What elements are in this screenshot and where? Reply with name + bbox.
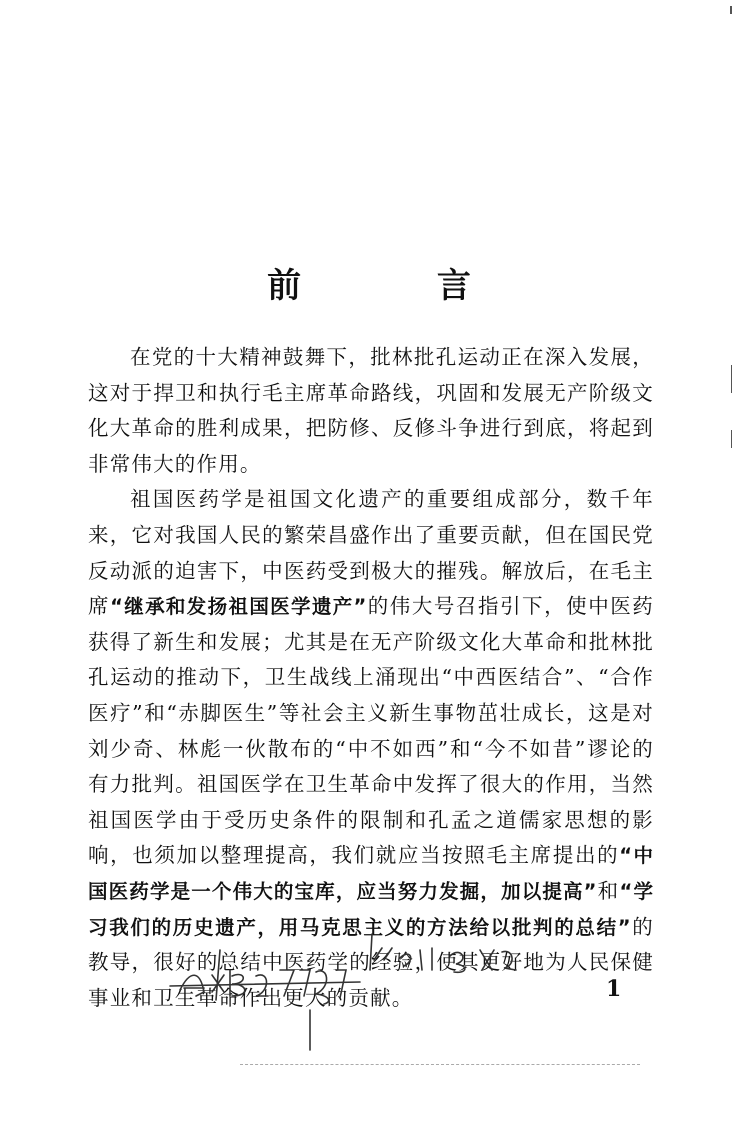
paragraph-2-text-a: 祖国医药学是祖国文化遗产的重要组成部分，数千年来，它对我国人民的繁荣昌盛作出了重要贡献，但在国民党反动派的迫害下，中医药受到极大的摧残。解放后，在毛主席 — [88, 487, 654, 619]
quote-learn-heritage: “学习我们的历史遗产，用马克思主义的方法给以批判的总结” — [88, 879, 654, 939]
handwritten-catalog-mark — [160, 930, 600, 1070]
footer-rule — [240, 1064, 640, 1066]
body-text — [88, 340, 654, 1016]
paragraph-1-text: 在党的十大精神鼓舞下，批林批孔运动正在深入发展，这对于捍卫和执行毛主席革命路线，巩固和发展无产阶级文化大革命的胜利成果，把防修、反修斗争进行到底，将起到非常伟大的作用。 — [88, 345, 654, 476]
paragraph-1 — [88, 340, 654, 482]
paragraph-2-text-c: 和 — [597, 878, 620, 903]
paragraph-2-text-b: 的伟大号召指引下，使中医药获得了新生和发展；尤其是在无产阶级文化大革命和批林批孔运动的推动下，卫生战线上涌现出“中西医结合”、“合作医疗”和“赤脚医生”等社会主义新生事物茁壮成长，这是对刘少奇、林彪一伙散布的“中不如西”和“今不如昔”谬论的有力批判。祖国医学在卫生革命中发挥了很大的作用，当然祖国医学由于受历史条件的限制和孔孟之道儒家思想的影响，也须加以整理提高，我们就应当按照毛主席提出的 — [88, 594, 654, 868]
paragraph-2-text-d: 的教导，很好的总结中医药学的经验，使其更好地为人民保健事业和卫生革命作出更大的贡献。 — [88, 914, 655, 1010]
scan-speck — [731, 430, 732, 448]
quote-great-treasure: “中国医药学是一个伟大的宝库，应当努力发掘，加以提高” — [88, 844, 654, 903]
scan-speck — [731, 365, 732, 393]
scan-speck — [730, 6, 732, 14]
page-number: 1 — [606, 976, 622, 1002]
page-title: 前 言 — [267, 266, 533, 306]
quote-inherit-heritage: “继承和发扬祖国医学遗产” — [110, 595, 368, 619]
